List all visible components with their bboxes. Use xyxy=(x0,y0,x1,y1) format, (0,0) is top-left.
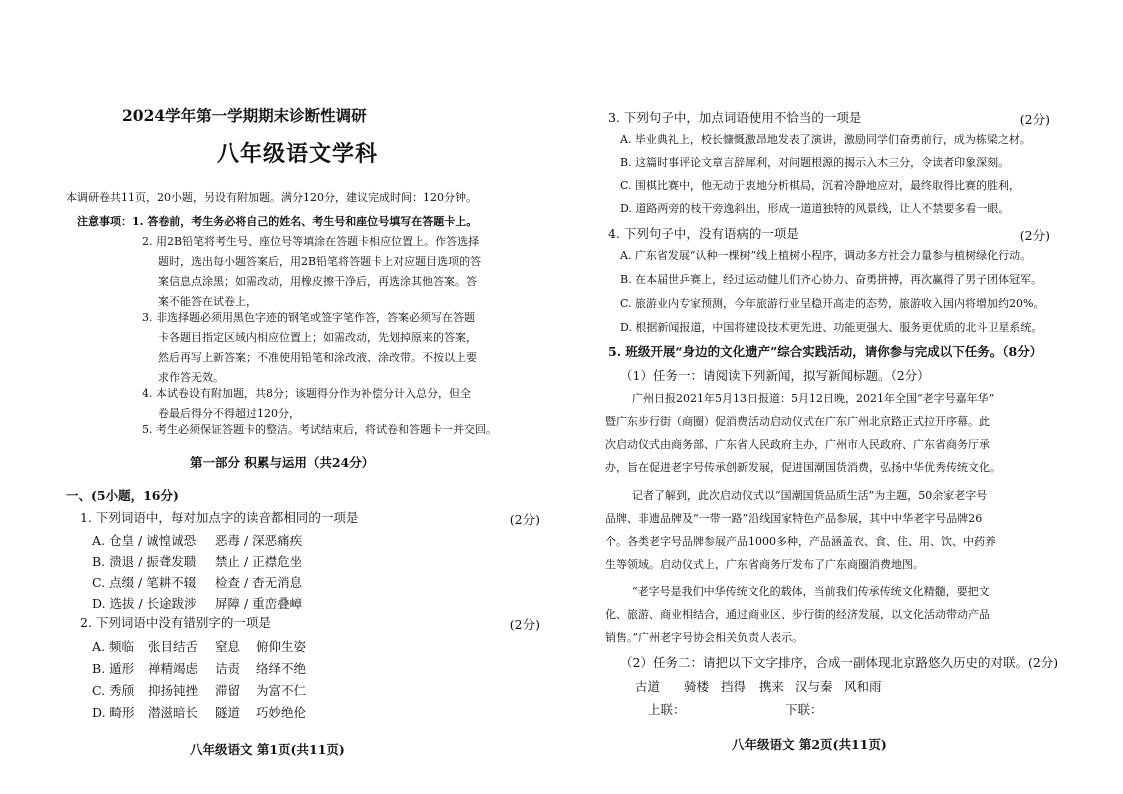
q4-option-c: C. 旅游业内专家预测，今年旅游行业呈稳开高走的态势，旅游收入国内将增加约20%。 xyxy=(620,297,1045,310)
q2-option-a-word: 窒息 xyxy=(215,639,241,654)
right-page xyxy=(600,0,1059,794)
section-heading: 一、(5小题，16分) xyxy=(66,488,179,503)
q5-task-2: （2）任务二：请把以下文字排序，合成一副体现北京路悠久历史的对联。(2分) xyxy=(620,655,1059,670)
q1-option-a-1: A. 仓皇 / 诚惶诚恐 xyxy=(92,533,197,548)
q2-option-a-word: 张目结舌 xyxy=(148,639,199,654)
note-2-cont: 题时，选出每小题答案后，用2B铅笔将答题卡上对应题目选项的答 xyxy=(158,255,482,268)
q1-option-a-2: 恶毒 / 深恶痛疾 xyxy=(215,533,303,548)
note-1: 注意事项：1. 答卷前，考生务必将自己的姓名、考生号和座位号填写在答题卡上。 xyxy=(77,215,478,228)
note-3: 3. 非选择题必须用黑色字迹的钢笔或签字笔作答，答案必须写在答题 xyxy=(142,311,475,324)
couplet-word: 骑楼 xyxy=(684,679,710,694)
q1-option-b-1: B. 溃退 / 振聋发聩 xyxy=(92,554,197,569)
part-heading: 第一部分 积累与运用（共24分） xyxy=(190,455,375,470)
q4-stem: 4. 下列句子中，没有语病的一项是 xyxy=(608,226,799,241)
news-paragraph-line: 暨广东步行街（商圈）促消费活动启动仪式在广东广州北京路正式拉开序幕。此 xyxy=(605,415,990,428)
q1-option-d-1: D. 选拔 / 长途跋涉 xyxy=(92,596,197,611)
q5-stem: 5. 班级开展“身边的文化遗产”综合实践活动，请你参与完成以下任务。（8分） xyxy=(608,344,1043,359)
q2-option-d-word: 巧妙绝伦 xyxy=(256,705,307,720)
news-paragraph-line: 化、旅游、商业相结合，通过商业区、步行街的经济发展，以文化活动带动产品 xyxy=(605,608,990,621)
exam-intro: 本调研卷共11页，20小题，另设有附加题。满分120分，建议完成时间：120分钟。 xyxy=(66,191,477,204)
note-3-cont: 然后再写上新答案；不准使用铅笔和涂改液、涂改带。不按以上要 xyxy=(158,351,477,364)
q2-option-c-word: 滞留 xyxy=(215,683,241,698)
q3-option-d: D. 道路两旁的枝干旁逸斜出，形成一道道独特的风景线，让人不禁要多看一眼。 xyxy=(620,202,1010,215)
couplet-word: 挡得 xyxy=(721,679,747,694)
news-paragraph-line: 办，旨在促进老字号传承创新发展，促进国潮国货消费，弘扬中华优秀传统文化。 xyxy=(605,461,1001,474)
q2-option-c-word: 抑扬钝挫 xyxy=(148,683,199,698)
note-4: 4. 本试卷设有附加题，共8分；该题得分作为补偿分计入总分，但全 xyxy=(142,387,471,400)
q2-option-d-label: D. 畸形 xyxy=(92,705,135,720)
q4-score: (2分) xyxy=(1019,228,1050,243)
q2-option-c-label: C. 秀颀 xyxy=(92,683,135,698)
news-paragraph-line: 销售。”广州老字号协会相关负责人表示。 xyxy=(605,631,804,644)
q2-option-c-word: 为富不仁 xyxy=(256,683,307,698)
news-paragraph-line: 个。各类老字号品牌参展产品1000多种，产品涵盖衣、食、住、用、饮、中药养 xyxy=(605,535,996,548)
q4-option-d: D. 根据新闻报道，中国将建设技术更先进、功能更强大、服务更优质的北斗卫星系统。 xyxy=(620,321,1043,334)
q2-option-d-word: 潜滋暗长 xyxy=(148,705,199,720)
couplet-word: 携来 xyxy=(759,679,785,694)
q3-stem: 3. 下列句子中，加点词语使用不恰当的一项是 xyxy=(608,110,862,125)
exam-title: 2024学年第一学期期末诊断性调研 xyxy=(122,106,367,125)
note-3-cont: 求作答无效。 xyxy=(158,371,224,384)
news-paragraph-line: 广州日报2021年5月13日报道：5月12日晚，2021年全国“老字号嘉年华” xyxy=(632,392,995,405)
news-paragraph-line: 次启动仪式由商务部、广东省人民政府主办，广州市人民政府、广东省商务厅承 xyxy=(605,438,990,451)
q2-option-d-word: 隧道 xyxy=(215,705,241,720)
q1-score: (2分) xyxy=(509,512,540,527)
news-paragraph-line: 生等领域。启动仪式上，广东省商务厅发布了广东商圈消费地图。 xyxy=(605,558,924,571)
note-2-cont: 案不能答在试卷上， xyxy=(158,295,257,308)
q3-option-a: A. 毕业典礼上，校长慷慨激昂地发表了演讲，激励同学们奋勇前行，成为栋梁之材。 xyxy=(620,133,1031,146)
couplet-word: 风和雨 xyxy=(844,679,882,694)
note-2: 2. 用2B铅笔将考生号、座位号等填涂在答题卡相应位置上。作答选择 xyxy=(142,235,480,248)
page-footer: 八年级语文 第1页(共11页) xyxy=(190,742,345,757)
q3-option-b: B. 这篇时事评论文章言辞犀利，对问题根源的揭示入木三分，令读者印象深刻。 xyxy=(620,156,1010,169)
q2-option-a-word: 俯仰生姿 xyxy=(256,639,307,654)
q1-option-c-1: C. 点缀 / 笔耕不辍 xyxy=(92,575,197,590)
q2-score: (2分) xyxy=(509,617,540,632)
left-page xyxy=(60,0,540,794)
note-4-cont: 卷最后得分不得超过120分， xyxy=(158,407,300,420)
q2-option-b-label: B. 遁形 xyxy=(92,661,135,676)
subject-title: 八年级语文学科 xyxy=(217,141,379,167)
q2-option-a-label: A. 频临 xyxy=(92,639,134,654)
news-paragraph-line: 记者了解到，此次启动仪式以“国潮国货品质生活”为主题，50余家老字号 xyxy=(632,489,988,502)
note-5: 5. 考生必须保证答题卡的整洁。考试结束后，将试卷和答题卡一并交回。 xyxy=(142,423,497,436)
news-paragraph-line: 品牌、非遗品牌及“一带一路”沿线国家特色产品参展，其中中华老字号品牌26 xyxy=(605,512,983,525)
q3-score: (2分) xyxy=(1019,112,1050,127)
page-footer: 八年级语文 第2页(共11页) xyxy=(732,737,887,752)
q1-stem: 1. 下列词语中，每对加点字的读音都相同的一项是 xyxy=(80,510,359,525)
q2-option-b-word: 络绎不绝 xyxy=(256,661,307,676)
note-3-cont: 卡各题目指定区域内相应位置上；如需改动，先划掉原来的答案， xyxy=(158,331,477,344)
q1-option-c-2: 检查 / 杳无消息 xyxy=(215,575,303,590)
q4-option-a: A. 广东省发展“认种一棵树”线上植树小程序，调动多方社会力量参与植树绿化行动。 xyxy=(620,249,1032,262)
q1-option-d-2: 屏障 / 重峦叠嶂 xyxy=(215,596,303,611)
q2-option-b-word: 禅精竭虑 xyxy=(148,661,199,676)
q5-task-1: （1）任务一：请阅读下列新闻，拟写新闻标题。（2分） xyxy=(620,368,930,383)
q3-option-c: C. 围棋比赛中，他无动于衷地分析棋局，沉着冷静地应对，最终取得比赛的胜利， xyxy=(620,179,1021,192)
couplet-word: 古道 xyxy=(635,679,661,694)
couplet-word: 汉与秦 xyxy=(795,679,833,694)
q4-option-b: B. 在本届世乒赛上，经过运动健儿们齐心协力、奋勇拼搏，再次赢得了男子团体冠军。 xyxy=(620,273,1043,286)
note-2-cont: 案信息点涂黑；如需改动，用橡皮擦干净后，再选涂其他答案。答 xyxy=(158,275,477,288)
q1-option-b-2: 禁止 / 正襟危坐 xyxy=(215,554,303,569)
upper-line-label: 上联： xyxy=(648,702,686,717)
news-paragraph-line: “老字号是我们中华传统文化的载体，当前我们传承传统文化精髓，要把文 xyxy=(632,585,990,598)
q2-stem: 2. 下列词语中没有错别字的一项是 xyxy=(80,615,271,630)
q2-option-b-word: 诘责 xyxy=(215,661,241,676)
lower-line-label: 下联： xyxy=(785,702,823,717)
